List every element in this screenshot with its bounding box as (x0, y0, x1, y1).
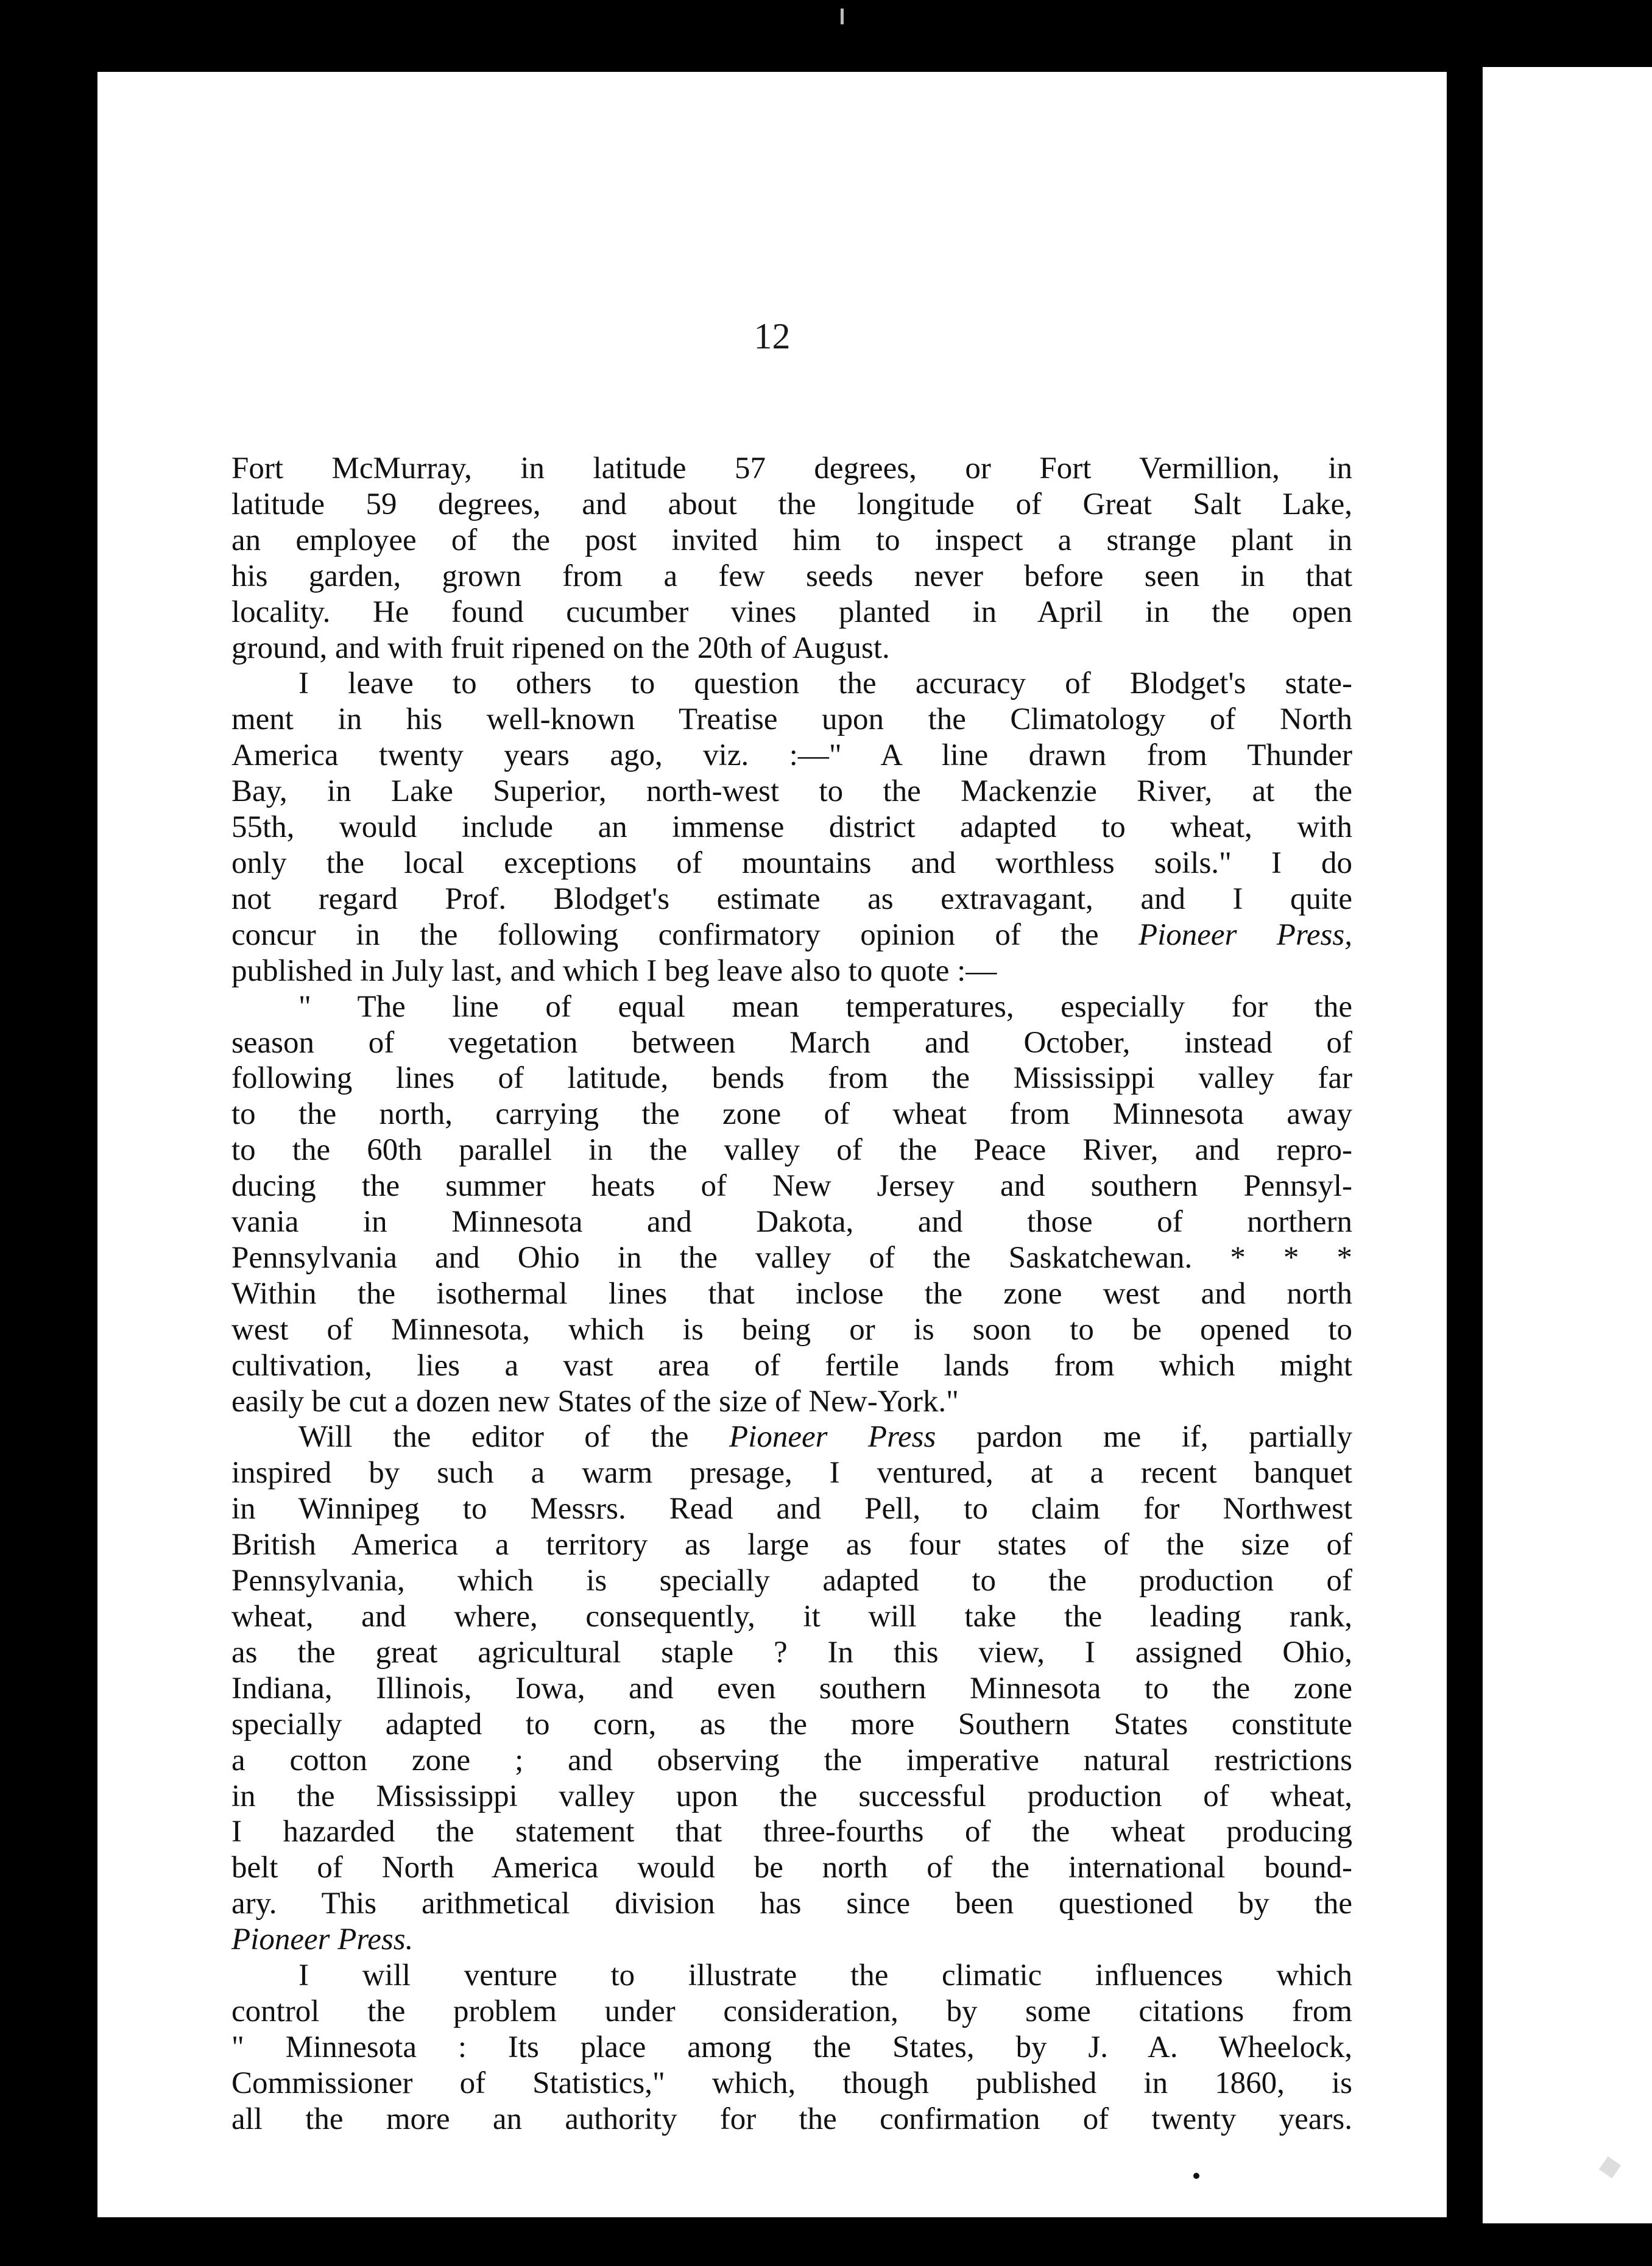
page-number: 12 (754, 316, 791, 356)
text-line-16: " The line of equal mean temperatures, especially for the (298, 989, 1352, 1024)
text-line-20: to the 60th parallel in the valley of the Peace River, and repro- (231, 1133, 1352, 1168)
book-page (97, 72, 1447, 2217)
text-line-8: ment in his well-known Treatise upon the Climatology of North (231, 702, 1352, 737)
text-line-18: following lines of latitude, bends from the Mississippi valley far (231, 1061, 1352, 1096)
text-line-34: as the great agricultural staple ? In this view, I assigned Ohio, (231, 1635, 1352, 1670)
top-scan-mark (841, 9, 844, 24)
pioneer-press-title-1: Pioneer Press, (1138, 917, 1352, 952)
text-line-33: wheat, and where, consequently, it will take the leading rank, (231, 1600, 1352, 1634)
text-line-43: I will venture to illustrate the climatic influences which (298, 1958, 1352, 1993)
text-line-6: ground, and with fruit ripened on the 20th of August. (231, 630, 890, 665)
text-line-28 (231, 1419, 1352, 1455)
text-line-45: " Minnesota : Its place among the States, by J. A. Wheelock, (231, 2030, 1352, 2064)
text-line-39: I hazarded the statement that three-fourths of the wheat producing (231, 1815, 1352, 1849)
text-line-28-roman-a: Will the editor of the (298, 1420, 729, 1455)
text-line-26: cultivation, lies a vast area of fertile lands from which might (231, 1348, 1352, 1383)
text-line-10: Bay, in Lake Superior, north-west to the Mackenzie River, at the (231, 774, 1352, 809)
text-line-29: inspired by such a warm presage, I ventured, at a recent banquet (231, 1456, 1352, 1491)
text-line-1: Fort McMurray, in latitude 57 degrees, or Fort Vermillion, in (231, 451, 1352, 485)
text-line-46: Commissioner of Statistics," which, though published in 1860, is (231, 2066, 1352, 2100)
text-line-23: Pennsylvania and Ohio in the valley of the Saskatchewan. * * * (231, 1240, 1352, 1275)
text-line-7: I leave to others to question the accuracy of Blodget's state- (298, 666, 1352, 701)
text-line-32: Pennsylvania, which is specially adapted to the production of (231, 1564, 1352, 1598)
text-line-36: specially adapted to corn, as the more Southern States constitute (231, 1707, 1352, 1742)
text-line-35: Indiana, Illinois, Iowa, and even southern Minnesota to the zone (231, 1671, 1352, 1706)
text-line-40: belt of North America would be north of the international bound- (231, 1851, 1352, 1885)
text-line-4: his garden, grown from a few seeds never before seen in that (231, 559, 1352, 593)
text-line-44: control the problem under consideration, by some citations from (231, 1994, 1352, 2028)
text-line-41: ary. This arithmetical division has since been questioned by the (231, 1887, 1352, 1921)
text-line-17: season of vegetation between March and October, instead of (231, 1025, 1352, 1060)
text-line-30: in Winnipeg to Messrs. Read and Pell, to claim for Northwest (231, 1492, 1352, 1527)
text-line-2: latitude 59 degrees, and about the longitude of Great Salt Lake, (231, 487, 1352, 521)
text-line-25: west of Minnesota, which is being or is soon to be opened to (231, 1312, 1352, 1347)
text-line-12: only the local exceptions of mountains and worthless soils." I do (231, 845, 1352, 880)
text-line-28-roman-b: pardon me if, partially (936, 1420, 1352, 1455)
text-line-5: locality. He found cucumber vines planted in April in the open (231, 595, 1352, 629)
text-line-38: in the Mississippi valley upon the successful production of wheat, (231, 1779, 1352, 1813)
adjacent-page-edge (1483, 67, 1652, 2223)
page-body (231, 451, 1352, 2137)
text-line-14 (231, 917, 1352, 953)
pioneer-press-title-2: Pioneer Press (729, 1420, 936, 1455)
text-line-3: an employee of the post invited him to inspect a strange plant in (231, 523, 1352, 557)
text-line-24: Within the isothermal lines that inclose the zone west and north (231, 1276, 1352, 1311)
pioneer-press-title-3: Pioneer Press. (231, 1922, 414, 1957)
text-line-11: 55th, would include an immense district adapted to wheat, with (231, 810, 1352, 845)
text-line-22: vania in Minnesota and Dakota, and those of northern (231, 1205, 1352, 1240)
text-line-9: America twenty years ago, viz. :—" A line drawn from Thunder (231, 738, 1352, 773)
text-line-47: all the more an authority for the confirmation of twenty years. (231, 2102, 1352, 2136)
ink-dot (1193, 2173, 1199, 2179)
text-line-31: British America a territory as large as four states of the size of (231, 1528, 1352, 1562)
text-line-14-roman: concur in the following confirmatory opinion of the (231, 917, 1138, 952)
text-line-27: easily be cut a dozen new States of the size of New-York." (231, 1384, 959, 1419)
text-line-19: to the north, carrying the zone of wheat from Minnesota away (231, 1097, 1352, 1132)
text-line-21: ducing the summer heats of New Jersey and southern Pennsyl- (231, 1169, 1352, 1204)
text-line-15: published in July last, and which I beg leave also to quote :— (231, 953, 997, 988)
text-line-13: not regard Prof. Blodget's estimate as extravagant, and I quite (231, 881, 1352, 916)
text-line-37: a cotton zone ; and observing the imperative natural restrictions (231, 1743, 1352, 1777)
